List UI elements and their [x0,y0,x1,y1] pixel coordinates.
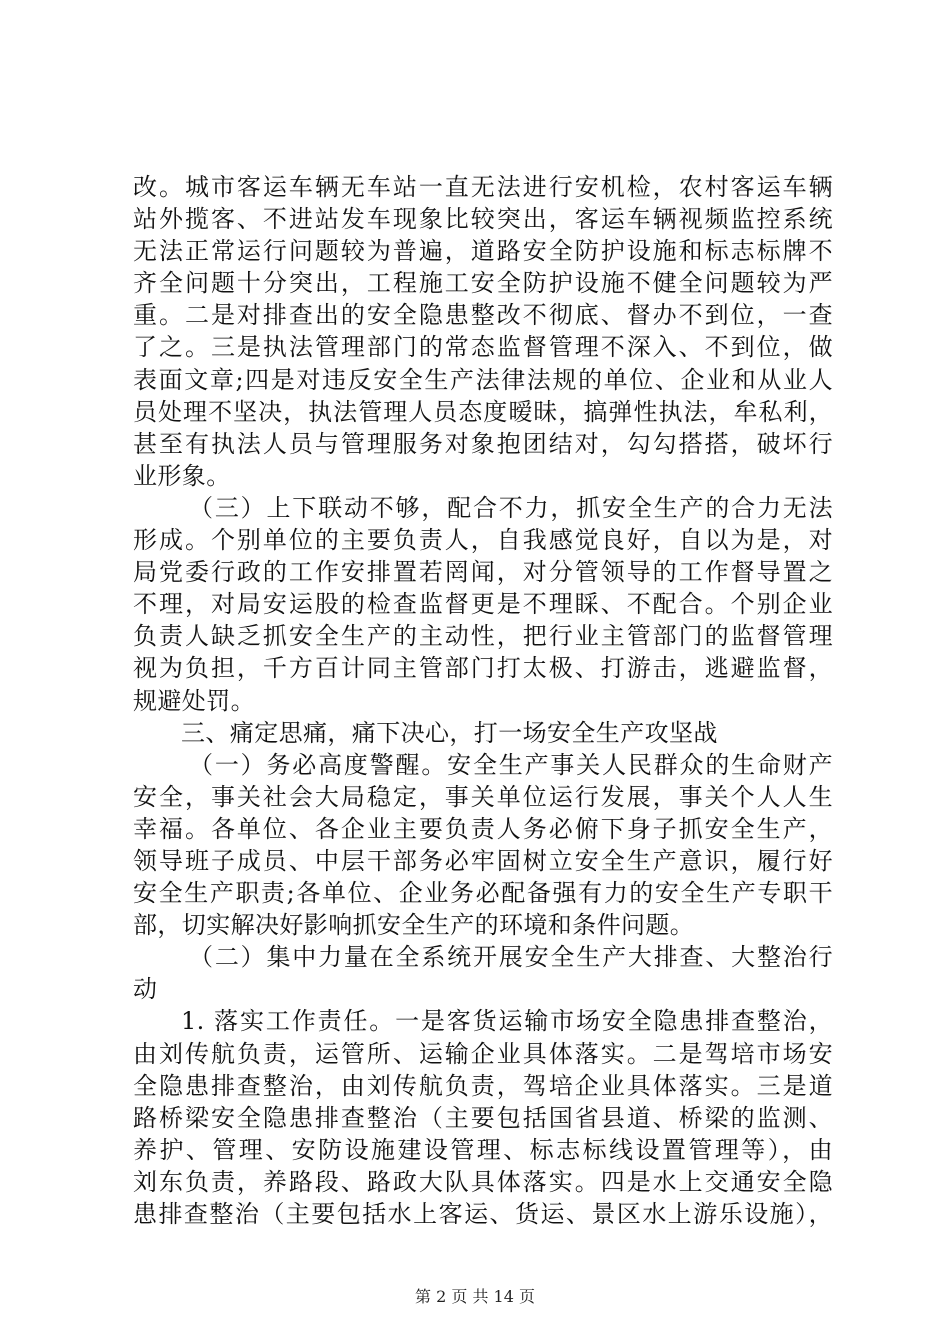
text-line: 甚至有执法人员与管理服务对象抱团结对，勾勾搭搭，破坏行 [133,429,833,458]
text-line: 局党委行政的工作安排置若罔闻，对分管领导的工作督导置之 [133,558,833,587]
text-line: 视为负担，千方百计同主管部门打太极、打游击，逃避监督， [133,654,833,683]
text-line: 安全，事关社会大局稳定，事关单位运行发展，事关个人人生 [133,782,833,811]
text-line: 站外揽客、不进站发车现象比较突出，客运车辆视频监控系统 [133,205,833,234]
text-line: 业形象。 [133,461,231,490]
text-line: 患排查整治（主要包括水上客运、货运、景区水上游乐设施）， [133,1200,833,1228]
list-item-1: 1. 落实工作责任。一是客货运输市场安全隐患排查整治， [181,1007,833,1036]
paragraph-heading-1: （一）务必高度警醒。安全生产事关人民群众的生命财产 [189,750,833,779]
text-line: 幸福。各单位、各企业主要负责人务必俯下身子抓安全生产， [133,814,833,843]
text-line: 无法正常运行问题较为普遍，道路安全防护设施和标志标牌不 [133,237,833,266]
text-line: 重。二是对排查出的安全隐患整改不彻底、督办不到位，一查 [133,301,833,330]
text-line: 路桥梁安全隐患排查整治（主要包括国省县道、桥梁的监测、 [133,1103,833,1132]
text-line: 改。城市客运车辆无车站一直无法进行安机检，农村客运车辆 [133,173,833,201]
document-body [133,171,833,1230]
paragraph-heading-3: （三）上下联动不够，配合不力，抓安全生产的合力无法 [189,493,833,522]
text-line: 安全生产职责;各单位、企业务必配备强有力的安全生产专职干 [133,879,833,908]
text-line: 齐全问题十分突出，工程施工安全防护设施不健全问题较为严 [133,269,833,298]
text-line: 员处理不坚决，执法管理人员态度暧昧，搞弹性执法，牟私利， [133,397,833,426]
text-line: 负责人缺乏抓安全生产的主动性，把行业主管部门的监督管理 [133,622,833,651]
text-line: 形成。个别单位的主要负责人，自我感觉良好，自以为是，对 [133,526,833,555]
text-line: 领导班子成员、中层干部务必牢固树立安全生产意识，履行好 [133,846,833,875]
text-line: 刘东负责，养路段、路政大队具体落实。四是水上交通安全隐 [133,1167,833,1196]
text-line: 表面文章;四是对违反安全生产法律法规的单位、企业和从业人 [133,365,833,394]
page-number-footer: 第 2 页 共 14 页 [415,1287,535,1306]
text-line: 不理，对局安运股的检查监督更是不理睬、不配合。个别企业 [133,590,833,619]
text-line: 规避处罚。 [133,686,255,715]
text-line: 动 [133,975,158,1004]
text-line: 由刘传航负责，运管所、运输企业具体落实。二是驾培市场安 [133,1039,833,1068]
text-line: 全隐患排查整治，由刘传航负责，驾培企业具体落实。三是道 [133,1071,833,1100]
text-line: 养护、管理、安防设施建设管理、标志标线设置管理等），由 [133,1135,833,1164]
paragraph-heading-2: （二）集中力量在全系统开展安全生产大排查、大整治行 [189,943,833,972]
text-line: 了之。三是执法管理部门的常态监督管理不深入、不到位，做 [133,333,833,362]
text-line: 部，切实解决好影响抓安全生产的环境和条件问题。 [133,911,695,940]
section-heading: 三、痛定思痛，痛下决心，打一场安全生产攻坚战 [181,718,718,747]
